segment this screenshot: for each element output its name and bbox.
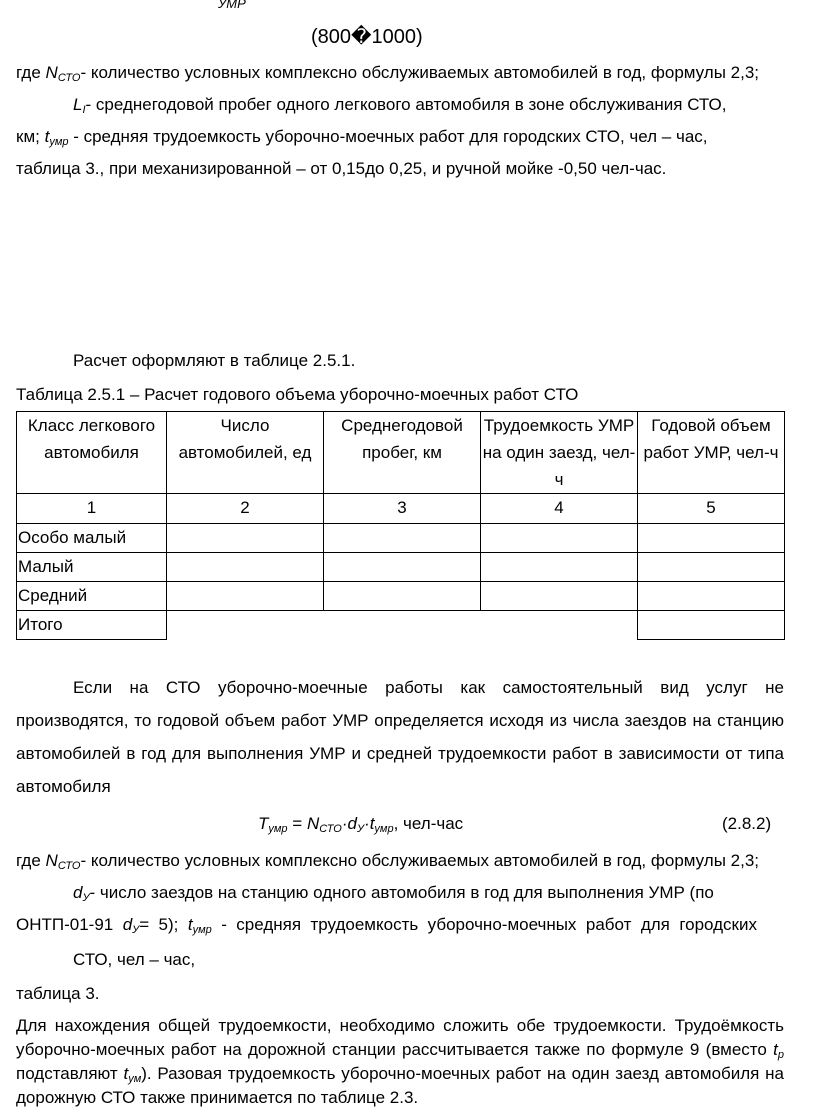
table-number-cell: 3 [324,494,481,524]
table-number-row [17,494,785,524]
table-header-cell: Годовой объем работ УМР, чел-ч [638,412,785,494]
table-cell [167,611,324,640]
table-header-cell: Трудоемкость УМР на один заезд, чел-ч [481,412,638,494]
table-row [17,524,785,553]
table-row [17,611,785,640]
paragraph-8: ОНТП-01-91 $d_У= 5$); $t_{умр}$ - средняя трудоемкость уборочно-моечных работ для городских [16,915,757,936]
paragraph-2: $L_I-$ среднегодовой пробег одного легкового автомобиля в зоне обслуживания СТО, [73,95,727,116]
table-header-cell: Класс легкового автомобиля [17,412,167,494]
paragraph-11-line-4: дорожную СТО также принимается по таблице 2.3. [16,1088,419,1107]
table-cell [324,611,481,640]
table-row [17,582,785,611]
top-label: УМР [218,0,246,11]
paragraph-11-line-3: подставляют $t_{ум}$). Разовая трудоемкость уборочно-моечных работ на один заезд автомобиля на [16,1064,784,1085]
table-cell [638,524,785,553]
table-header-cell: Число автомобилей, ед [167,412,324,494]
formula: $T_{умр} = N_{СТО}\cdot d_У\cdot t_{умр}$, чел-час [258,814,464,835]
table-cell [481,524,638,553]
table-cell [481,611,638,640]
table-row [17,553,785,582]
formula-number: (2.8.2) [722,814,772,833]
paragraph-6: где $N_{СТО}-$ количество условных комплексно обслуживаемых автомобилей в год, формулы 2,3; [16,851,759,872]
table-row-label: Средний [17,582,167,611]
paragraph-1: где $N_{СТО}-$ количество условных комплексно обслуживаемых автомобилей в год, формулы 2,3; [16,63,759,84]
table-cell [481,582,638,611]
table-number-cell: 5 [638,494,785,524]
table-cell [638,553,785,582]
paragraph-5-line-4: автомобиля [16,777,111,796]
paragraph-5-line-2: производятся, то годовой объем работ УМР определяется исходя из числа заездов на станцию [16,711,784,730]
paragraph-4: таблица 3., при механизированной – от 0,15до 0,25, и ручной мойке -0,50 чел-час. [16,159,667,178]
paragraph-3: км; $t_{умр}$ - средняя трудоемкость уборочно-моечных работ для городских СТО, чел – час, [16,127,708,148]
table-cell [324,553,481,582]
paragraph-5-line-1: Если на СТО уборочно-моечные работы как самостоятельный вид услуг не [73,678,784,697]
paragraph-10: таблица 3. [16,984,100,1003]
paragraph-5-line-3: автомобилей в год для выполнения УМР и средней трудоемкости работ в зависимости от типа [16,744,784,763]
table-cell [324,582,481,611]
paragraph-11-line-1: Для нахождения общей трудоемкости, необходимо сложить обе трудоемкости. Трудоёмкость [16,1016,784,1035]
table-cell [167,553,324,582]
paragraph-7: $d_У-$ число заездов на станцию одного автомобиля в год для выполнения УМР (по [73,883,714,904]
table-cell [481,553,638,582]
table-number-cell: 2 [167,494,324,524]
table-number-cell: 1 [17,494,167,524]
table-cell [167,582,324,611]
table-caption: Таблица 2.5.1 – Расчет годового объема уборочно-моечных работ СТО [16,385,579,404]
table-row-label: Особо малый [17,524,167,553]
calc-note: Расчет оформляют в таблице 2.5.1. [73,351,356,370]
table-header-cell: Среднегодовой пробег, км [324,412,481,494]
table-cell [167,524,324,553]
paragraph-11-line-2: уборочно-моечных работ на дорожной станции рассчитывается также по формуле 9 (вместо $t_р$ [16,1040,784,1061]
formula-top: (800�1000) [311,26,423,48]
calc-table [16,411,785,640]
table-row-label: Итого [17,611,167,640]
table-number-cell: 4 [481,494,638,524]
table-cell [638,582,785,611]
table-header-row [17,412,785,494]
table-cell [638,611,785,640]
table-cell [324,524,481,553]
table-row-label: Малый [17,553,167,582]
paragraph-9: СТО, чел – час, [73,950,196,969]
